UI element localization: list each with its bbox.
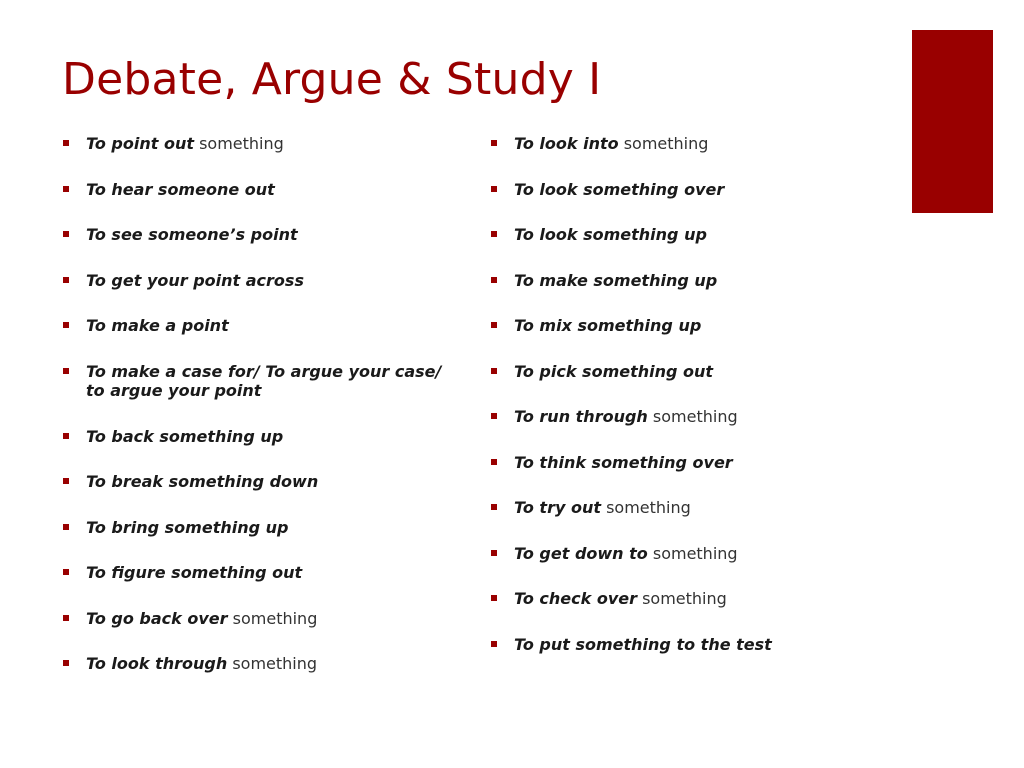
phrase-text: To bring something up: [86, 517, 289, 537]
square-bullet-icon: [63, 277, 69, 283]
phrase-suffix: something: [600, 498, 691, 517]
list-item: [490, 407, 850, 427]
list-item: [490, 453, 850, 473]
square-bullet-icon: [63, 660, 69, 666]
list-item: [62, 271, 442, 291]
list-item: [62, 134, 442, 154]
phrase-text: To back something up: [86, 426, 284, 446]
phrase-text: To make something up: [514, 270, 718, 290]
list-item: [490, 271, 850, 291]
phrase-text: To break something down: [86, 472, 319, 491]
square-bullet-icon: [63, 569, 69, 575]
list-item: [490, 544, 850, 564]
square-bullet-icon: [63, 368, 69, 374]
square-bullet-icon: [63, 433, 69, 439]
phrase-suffix: something: [618, 134, 709, 153]
phrase-text: To mix something up: [514, 316, 702, 335]
list-item: [62, 563, 442, 583]
list-item: [62, 609, 442, 629]
list-item: [62, 180, 442, 200]
list-item: [490, 225, 850, 245]
list-item: [62, 518, 442, 538]
square-bullet-icon: [63, 524, 69, 530]
square-bullet-icon: [491, 231, 497, 237]
square-bullet-icon: [63, 322, 69, 328]
phrase-text: To look through: [86, 654, 228, 673]
phrase-text: To put something to the test: [514, 634, 772, 654]
list-item: [490, 134, 850, 154]
phrase-suffix: something: [647, 407, 738, 426]
list-item: [62, 654, 442, 674]
slide-title: Debate, Argue & Study I: [62, 54, 602, 105]
phrase-text: To think something over: [514, 452, 733, 472]
phrase-text: To get your point across: [86, 270, 304, 290]
square-bullet-icon: [63, 478, 69, 484]
phrase-text: To make a case for/ To argue your case/ to argue your point: [86, 361, 442, 400]
phrase-text: To pick something out: [514, 361, 714, 381]
list-item: [62, 427, 442, 447]
list-item: [62, 225, 442, 245]
square-bullet-icon: [491, 413, 497, 419]
phrase-list-left: [62, 134, 442, 700]
phrase-text: To check over: [514, 589, 637, 608]
square-bullet-icon: [63, 231, 69, 237]
square-bullet-icon: [491, 368, 497, 374]
list-item: [490, 635, 850, 655]
accent-block: [912, 30, 993, 213]
list-item: [62, 362, 442, 401]
square-bullet-icon: [63, 615, 69, 621]
list-item: [62, 316, 442, 336]
square-bullet-icon: [63, 186, 69, 192]
list-item: [62, 472, 442, 492]
list-item: [490, 362, 850, 382]
phrase-text: To try out: [514, 498, 601, 517]
phrase-list-right: [490, 134, 850, 680]
phrase-suffix: something: [227, 608, 318, 628]
phrase-text: To hear someone out: [86, 179, 275, 199]
phrase-text: To look into: [514, 134, 619, 153]
list-item: [490, 589, 850, 609]
phrase-text: To figure something out: [86, 563, 303, 582]
square-bullet-icon: [491, 140, 497, 146]
phrase-text: To make a point: [86, 316, 229, 335]
list-item: [490, 316, 850, 336]
square-bullet-icon: [491, 595, 497, 601]
square-bullet-icon: [63, 140, 69, 146]
list-item: [490, 180, 850, 200]
phrase-suffix: something: [227, 654, 318, 673]
square-bullet-icon: [491, 186, 497, 192]
phrase-text: To look something up: [514, 225, 707, 244]
list-item: [490, 498, 850, 518]
phrase-suffix: something: [193, 134, 284, 153]
square-bullet-icon: [491, 322, 497, 328]
square-bullet-icon: [491, 641, 497, 647]
phrase-text: To see someone’s point: [86, 225, 298, 244]
phrase-text: To look something over: [514, 179, 725, 199]
square-bullet-icon: [491, 504, 497, 510]
phrase-text: To go back over: [86, 608, 228, 628]
phrase-text: To run through: [514, 407, 648, 426]
phrase-suffix: something: [637, 589, 727, 608]
square-bullet-icon: [491, 550, 497, 556]
phrase-text: To point out: [86, 134, 194, 153]
square-bullet-icon: [491, 277, 497, 283]
square-bullet-icon: [491, 459, 497, 465]
phrase-suffix: something: [647, 543, 738, 563]
phrase-text: To get down to: [514, 543, 648, 563]
